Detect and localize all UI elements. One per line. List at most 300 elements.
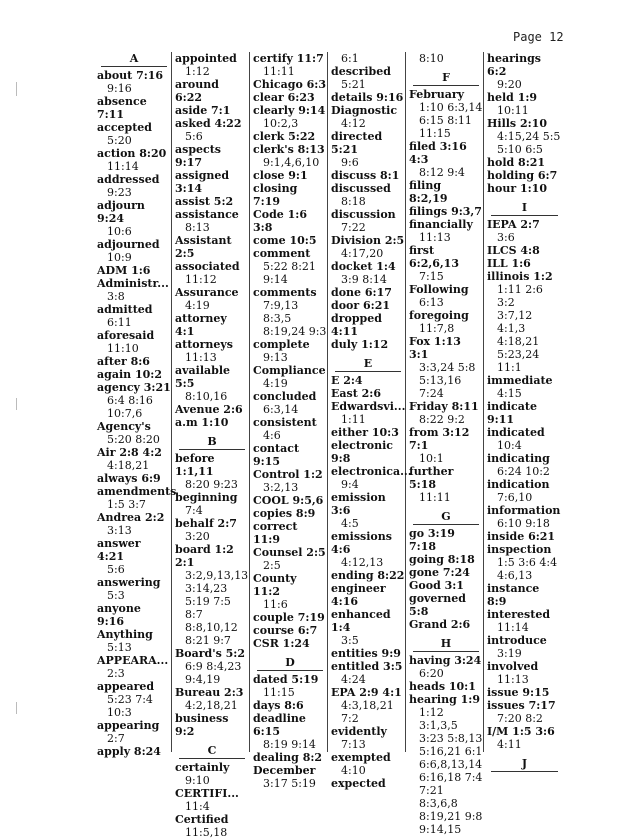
page-line-refs: 7:21 8:3,6,8 [419, 784, 458, 810]
index-term: described [331, 65, 391, 78]
index-term: hold 8:21 [487, 156, 546, 169]
page-line-refs: 8:19 9:14 [263, 738, 316, 751]
index-term: first 6:2,6,13 [409, 244, 459, 270]
index-column-1 [95, 52, 177, 758]
index-term: CERTIFI... [175, 787, 239, 800]
index-term: Bureau 2:3 [175, 686, 244, 699]
page-line-refs: 9:20 [497, 78, 522, 91]
page-line-refs: 2:3 [107, 667, 125, 680]
page-line-refs: 5:6 [107, 563, 125, 576]
index-term: docket 1:4 [331, 260, 396, 273]
index-term: closing 7:19 [253, 182, 298, 208]
page-line-refs: 3:2,9,13,13 [185, 569, 249, 582]
index-term: entities 9:9 [331, 647, 401, 660]
index-term: indicated [487, 426, 545, 439]
page-line-refs: 10:1 [419, 452, 444, 465]
index-term: assigned 3:14 [175, 169, 230, 195]
index-term: gone 7:24 [409, 566, 470, 579]
page-line-refs: 10:11 [497, 104, 529, 117]
index-term: introduce [487, 634, 547, 647]
page-line-refs: 6:24 10:2 [497, 465, 550, 478]
page-line-refs: 3:9 8:14 [341, 273, 387, 286]
index-term: before 1:1,11 [175, 452, 215, 478]
page-line-refs: 7:4 [185, 504, 203, 517]
index-term: Fox 1:13 3:1 [409, 335, 461, 361]
section-letter-heading: C [179, 744, 245, 759]
page-line-refs: 9:14,15 [419, 823, 462, 836]
page-line-refs: 6:11 [107, 316, 132, 329]
index-term: East 2:6 [331, 387, 381, 400]
page-line-refs: 10:9 [107, 251, 132, 264]
index-term: agency 3:21 [97, 381, 171, 394]
page-line-refs: 5:10 6:5 [497, 143, 543, 156]
index-term: comments [253, 286, 317, 299]
index-term: expected [331, 777, 386, 790]
page-line-refs: 4:10 [341, 764, 366, 777]
index-term: I/M 1:5 3:6 [487, 725, 555, 738]
index-term: Division 2:5 [331, 234, 405, 247]
index-term: involved [487, 660, 539, 673]
page-line-refs: 9:14 [263, 273, 288, 286]
page-line-refs: 6:16,18 7:4 [419, 771, 483, 784]
index-term: attorney 4:1 [175, 312, 227, 338]
page-line-refs: 6:3,14 [263, 403, 299, 416]
page-line-refs: 11:13 [497, 673, 529, 686]
index-term: electronica... [331, 465, 412, 478]
page-line-refs: 4:18,21 [107, 459, 150, 472]
section-letter-heading: A [101, 52, 167, 67]
page-line-refs: 6:15 8:11 [419, 114, 472, 127]
page-line-refs: 7:22 [341, 221, 366, 234]
index-term: ending 8:22 [331, 569, 405, 582]
index-term: comment [253, 247, 311, 260]
index-term: indicate 9:11 [487, 400, 537, 426]
index-term: December [253, 764, 316, 777]
page-line-refs: 3:20 [185, 530, 210, 543]
index-term: board 1:2 2:1 [175, 543, 234, 569]
index-term: action 8:20 [97, 147, 167, 160]
index-term: Code 1:6 3:8 [253, 208, 307, 234]
index-term: contact 9:15 [253, 442, 300, 468]
page-line-refs: 4:15,24 5:5 [497, 130, 561, 143]
page-line-refs: 7:20 8:2 [497, 712, 543, 725]
page-line-refs: 11:15 [263, 686, 295, 699]
index-term: Assistant 2:5 [175, 234, 232, 260]
index-term: a.m 1:10 [175, 416, 229, 429]
page-line-refs: 7:6,10 [497, 491, 533, 504]
index-term: ILL 1:6 [487, 257, 531, 270]
index-term: apply 8:24 [97, 745, 161, 758]
index-term: discussion [331, 208, 396, 221]
index-term: absence 7:11 [97, 95, 147, 121]
index-term: clerk 5:22 [253, 130, 316, 143]
index-term: having 3:24 [409, 654, 482, 667]
index-term: filed 3:16 4:3 [409, 140, 467, 166]
page-line-refs: 8:13 [185, 221, 210, 234]
index-term: issues 7:17 [487, 699, 556, 712]
page-line-refs: 3:5 [341, 634, 359, 647]
index-term: duly 1:12 [331, 338, 389, 351]
page-line-refs: 9:1,4,6,10 [263, 156, 320, 169]
index-term: appeared [97, 680, 155, 693]
index-term: ILCS 4:8 [487, 244, 540, 257]
index-term: Diagnostic [331, 104, 398, 117]
page-line-refs: 3:19 [497, 647, 522, 660]
index-term: enhanced 1:4 [331, 608, 391, 634]
index-term: discuss 8:1 [331, 169, 400, 182]
index-term: directed 5:21 [331, 130, 383, 156]
index-term: assist 5:2 [175, 195, 234, 208]
index-term: business 9:2 [175, 712, 229, 738]
index-term: go 3:19 7:18 [409, 527, 455, 553]
index-column-4 [329, 52, 412, 790]
index-term: Edwardsvi... [331, 400, 406, 413]
page-line-refs: 11:6 [263, 598, 288, 611]
page-line-refs: 5:21 [341, 78, 366, 91]
index-term: evidently [331, 725, 387, 738]
index-term: engineer 4:16 [331, 582, 386, 608]
index-term: Grand 2:6 [409, 618, 471, 631]
index-term: appearing [97, 719, 160, 732]
page-line-refs: 11:10 [107, 342, 139, 355]
index-term: door 6:21 [331, 299, 391, 312]
index-term: electronic 9:8 [331, 439, 393, 465]
page-line-refs: 11:14 [107, 160, 139, 173]
index-term: Air 2:8 4:2 [97, 446, 162, 459]
page-line-refs: 3:7,12 4:1,3 [497, 309, 533, 335]
page-line-refs: 8:19,24 9:3 [263, 325, 327, 338]
page-line-refs: 5:3 [107, 589, 125, 602]
index-term: Anything [97, 628, 153, 641]
page-line-refs: 11:4 [185, 800, 210, 813]
page-line-refs: 1:12 [185, 65, 210, 78]
section-letter-heading: J [491, 757, 558, 772]
index-term: again 10:2 [97, 368, 162, 381]
index-term: deadline 6:15 [253, 712, 306, 738]
page-line-refs: 9:10 [185, 774, 210, 787]
index-term: E 2:4 [331, 374, 363, 387]
index-term: immediate [487, 374, 553, 387]
index-term: clearly 9:14 [253, 104, 326, 117]
index-term: governed 5:8 [409, 592, 466, 618]
index-term: filings 9:3,7 [409, 205, 482, 218]
page-line-refs: 11:14 [497, 621, 529, 634]
section-letter-heading: I [491, 201, 558, 216]
page-line-refs: 1:11 [341, 413, 366, 426]
page-line-refs: 5:6 [185, 130, 203, 143]
index-term: indication [487, 478, 550, 491]
page-line-refs: 8:18 [341, 195, 366, 208]
page-line-refs: 5:20 [107, 134, 132, 147]
page-line-refs: 8:8,10,12 [185, 621, 238, 634]
index-term: Administr... [97, 277, 169, 290]
page-line-refs: 11:1 [497, 361, 522, 374]
index-term: hearing 1:9 [409, 693, 480, 706]
page-line-refs: 9:16 [107, 82, 132, 95]
index-term: EPA 2:9 4:1 [331, 686, 402, 699]
index-term: assistance [175, 208, 239, 221]
index-term: heads 10:1 [409, 680, 476, 693]
page-line-refs: 1:10 6:3,14 [419, 101, 483, 114]
section-letter-heading: E [335, 357, 401, 372]
index-term: attorneys [175, 338, 234, 351]
page-line-refs: 8:10 [419, 52, 444, 65]
index-term: anyone 9:16 [97, 602, 141, 628]
index-term: Control 1:2 [253, 468, 323, 481]
page-line-refs: 4:12,13 [341, 556, 384, 569]
index-term: Certified [175, 813, 229, 826]
page-line-refs: 6:6,8,13,14 [419, 758, 483, 771]
section-letter-heading: H [413, 637, 479, 652]
index-term: Board's 5:2 [175, 647, 246, 660]
index-term: adjourn 9:24 [97, 199, 145, 225]
page-line-refs: 4:12 [341, 117, 366, 130]
page-line-refs: 4:17,20 [341, 247, 384, 260]
index-term: Assurance [175, 286, 239, 299]
index-term: behalf 2:7 [175, 517, 237, 530]
page-line-refs: 8:12 9:4 [419, 166, 465, 179]
section-letter-heading: G [413, 510, 479, 525]
index-term: adjourned [97, 238, 160, 251]
page-line-refs: 4:3,18,21 [341, 699, 394, 712]
index-term: about 7:16 [97, 69, 164, 82]
index-term: Andrea 2:2 [97, 511, 165, 524]
index-term: either 10:3 [331, 426, 399, 439]
page-line-refs: 11:12 [185, 273, 217, 286]
page-line-refs: 7:24 [419, 387, 444, 400]
page-line-refs: 5:13 [107, 641, 132, 654]
index-term: copies 8:9 [253, 507, 316, 520]
index-term: certainly [175, 761, 230, 774]
index-term: instance 8:9 [487, 582, 540, 608]
page-line-refs: 3:17 5:19 [263, 777, 316, 790]
index-column-5 [407, 52, 484, 836]
index-term: Agency's [97, 420, 151, 433]
page-line-refs: 4:15 [497, 387, 522, 400]
index-term: days 8:6 [253, 699, 304, 712]
page-line-refs: 1:11 2:6 3:2 [497, 283, 543, 309]
page-line-refs: 7:15 [419, 270, 444, 283]
index-term: consistent [253, 416, 317, 429]
index-term: Friday 8:11 [409, 400, 479, 413]
index-term: County 11:2 [253, 572, 297, 598]
index-term: appointed [175, 52, 237, 65]
index-term: filing 8:2,19 [409, 179, 448, 205]
index-term: admitted [97, 303, 153, 316]
index-term: IEPA 2:7 [487, 218, 540, 231]
page-line-refs: 4:18,21 [497, 335, 540, 348]
page-line-refs: 6:20 [419, 667, 444, 680]
page-line-refs: 8:10,16 [185, 390, 228, 403]
index-term: amendments [97, 485, 177, 498]
page-line-refs: 8:19,21 9:8 [419, 810, 483, 823]
page-line-refs: 3:2,13 [263, 481, 299, 494]
index-term: after 8:6 [97, 355, 150, 368]
index-term: inside 6:21 [487, 530, 556, 543]
page-line-refs: 8:20 9:23 [185, 478, 238, 491]
page-line-refs: 10:7,6 [107, 407, 143, 420]
index-term: clear 6:23 [253, 91, 315, 104]
index-term: Compliance [253, 364, 326, 377]
index-term: always 6:9 [97, 472, 161, 485]
index-term: answering [97, 576, 161, 589]
page-line-refs: 4:5 [341, 517, 359, 530]
index-term: Counsel 2:5 [253, 546, 326, 559]
page-line-refs: 2:7 [107, 732, 125, 745]
index-term: financially [409, 218, 473, 231]
index-term: associated [175, 260, 240, 273]
index-term: aspects 9:17 [175, 143, 221, 169]
page-line-refs: 4:24 [341, 673, 366, 686]
section-letter-heading: F [413, 71, 479, 86]
index-term: addressed [97, 173, 160, 186]
index-term: beginning [175, 491, 238, 504]
page-line-refs: 4:6,13 [497, 569, 533, 582]
index-term: ADM 1:6 [97, 264, 151, 277]
index-term: issue 9:15 [487, 686, 550, 699]
page-line-refs: 9:23 [107, 186, 132, 199]
page-line-refs: 7:9,13 8:3,5 [263, 299, 299, 325]
scan-mark [16, 702, 21, 714]
page-line-refs: 6:9 8:4,23 [185, 660, 242, 673]
page-line-refs: 10:4 [497, 439, 522, 452]
page-line-refs: 3:14,23 [185, 582, 228, 595]
page-line-refs: 11:15 [419, 127, 451, 140]
index-term: February [409, 88, 465, 101]
index-term: from 3:12 7:1 [409, 426, 470, 452]
page-line-refs: 3:3,24 5:8 [419, 361, 476, 374]
page-line-refs: 5:22 8:21 [263, 260, 316, 273]
index-term: around 6:22 [175, 78, 219, 104]
page-line-refs: 6:1 [341, 52, 359, 65]
index-term: dealing 8:2 [253, 751, 323, 764]
page-line-refs: 8:21 9:7 [185, 634, 231, 647]
page-line-refs: 10:2,3 [263, 117, 299, 130]
index-term: aside 7:1 [175, 104, 231, 117]
page-line-refs: 3:8 [107, 290, 125, 303]
page-line-refs: 4:11 [497, 738, 522, 751]
index-term: close 9:1 [253, 169, 308, 182]
index-term: accepted [97, 121, 152, 134]
index-term: come 10:5 [253, 234, 317, 247]
page-line-refs: 3:6 [497, 231, 515, 244]
index-term: clerk's 8:13 [253, 143, 325, 156]
scan-mark [16, 398, 21, 410]
index-term: entitled 3:5 [331, 660, 403, 673]
index-term: going 8:18 [409, 553, 475, 566]
index-column-6 [485, 52, 562, 770]
index-term: course 6:7 [253, 624, 318, 637]
page-line-refs: 11:13 [185, 351, 217, 364]
index-term: holding 6:7 [487, 169, 558, 182]
page-line-refs: 11:11 [419, 491, 451, 504]
index-term: inspection [487, 543, 552, 556]
index-term: APPEARA... [97, 654, 169, 667]
page-line-refs: 5:23,24 [497, 348, 540, 361]
index-term: information [487, 504, 561, 517]
section-letter-heading: D [257, 656, 323, 671]
page-line-refs: 9:4 [341, 478, 359, 491]
page-line-refs: 9:13 [263, 351, 288, 364]
index-term: illinois 1:2 [487, 270, 553, 283]
page-line-refs: 7:13 [341, 738, 366, 751]
index-term: indicating [487, 452, 550, 465]
page-line-refs: 9:6 [341, 156, 359, 169]
page-line-refs: 4:19 [263, 377, 288, 390]
index-term: correct 11:9 [253, 520, 298, 546]
page-line-refs: 11:13 [419, 231, 451, 244]
index-term: exempted [331, 751, 391, 764]
index-term: details 9:16 [331, 91, 404, 104]
page-line-refs: 5:20 8:20 [107, 433, 160, 446]
index-term: Avenue 2:6 [175, 403, 243, 416]
index-term: foregoing [409, 309, 469, 322]
index-term: done 6:17 [331, 286, 392, 299]
word-index [95, 52, 563, 839]
index-term: certify 11:7 [253, 52, 324, 65]
page-line-refs: 5:16,21 6:1 [419, 745, 483, 758]
index-term: Hills 2:10 [487, 117, 547, 130]
scan-mark [16, 82, 21, 96]
page-line-refs: 11:5,18 [185, 826, 228, 839]
index-term: available 5:5 [175, 364, 230, 390]
page-line-refs: 1:12 3:1,3,5 [419, 706, 458, 732]
page-line-refs: 4:19 [185, 299, 210, 312]
index-term: Good 3:1 [409, 579, 464, 592]
index-term: emissions 4:6 [331, 530, 392, 556]
index-term: answer 4:21 [97, 537, 141, 563]
index-term: hearings 6:2 [487, 52, 541, 78]
page-line-refs: 6:13 [419, 296, 444, 309]
page-line-refs: 6:10 9:18 [497, 517, 550, 530]
page-line-refs: 3:13 [107, 524, 132, 537]
index-term: couple 7:19 [253, 611, 325, 624]
index-column-3 [251, 52, 328, 790]
index-term: CSR 1:24 [253, 637, 310, 650]
page-line-refs: 10:3 [107, 706, 132, 719]
index-term: aforesaid [97, 329, 155, 342]
index-term: further 5:18 [409, 465, 454, 491]
index-term: Chicago 6:3 [253, 78, 326, 91]
page-line-refs: 10:6 [107, 225, 132, 238]
page-line-refs: 1:5 3:7 [107, 498, 146, 511]
index-term: held 1:9 [487, 91, 538, 104]
page-line-refs: 11:7,8 [419, 322, 455, 335]
page-line-refs: 11:11 [263, 65, 295, 78]
page-line-refs: 7:2 [341, 712, 359, 725]
section-letter-heading: B [179, 435, 245, 450]
page-line-refs: 6:4 8:16 [107, 394, 153, 407]
index-term: interested [487, 608, 551, 621]
page-line-refs: 8:22 9:2 [419, 413, 465, 426]
page-number: Page 12 [513, 30, 564, 44]
page-line-refs: 5:19 7:5 8:7 [185, 595, 231, 621]
index-term: discussed [331, 182, 391, 195]
page-line-refs: 4:6 [263, 429, 281, 442]
page-line-refs: 5:23 7:4 [107, 693, 153, 706]
page-line-refs: 1:5 3:6 4:4 [497, 556, 558, 569]
index-term: dated 5:19 [253, 673, 319, 686]
page-line-refs: 4:2,18,21 [185, 699, 238, 712]
index-term: Following [409, 283, 469, 296]
page-line-refs: 3:23 5:8,13 [419, 732, 483, 745]
index-term: concluded [253, 390, 317, 403]
index-term: complete [253, 338, 310, 351]
index-term: asked 4:22 [175, 117, 242, 130]
page-line-refs: 5:13,16 [419, 374, 462, 387]
index-term: hour 1:10 [487, 182, 547, 195]
index-term: COOL 9:5,6 [253, 494, 324, 507]
